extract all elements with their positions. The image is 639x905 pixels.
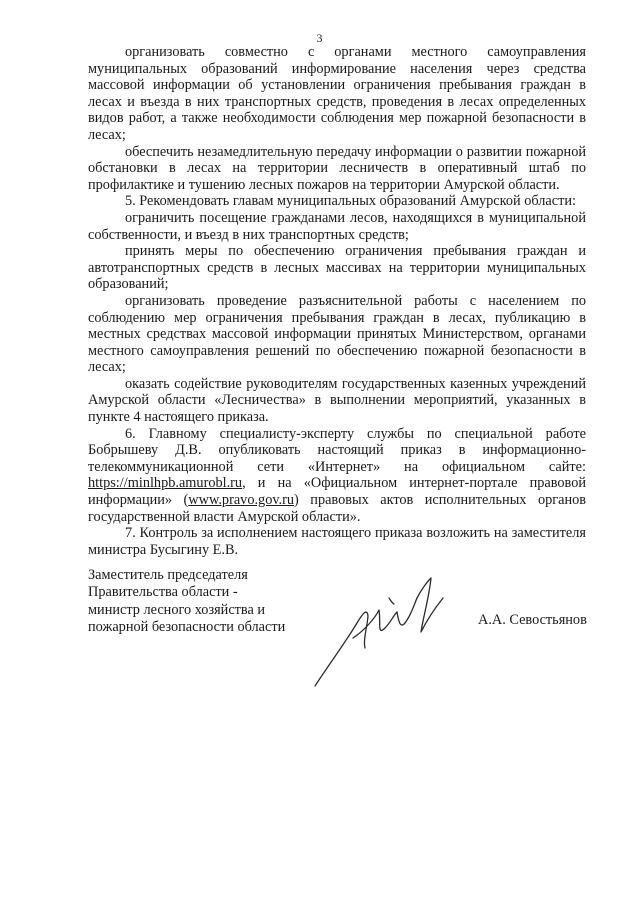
paragraph: 7. Контроль за исполнением настоящего приказа возложить на заместителя министра Бусыгину Е.В.	[88, 525, 586, 558]
paragraph: обеспечить незамедлительную передачу информации о развитии пожарной обстановки в лесах на территории лесничеств в оперативный штаб по профилактике и тушению лесных пожаров на территории Амурской области.	[88, 143, 586, 193]
paragraph: оказать содействие руководителям государственных казенных учреждений Амурской области «Лесничества» в выполнении мероприятий, указанных в пункте 4 настоящего приказа.	[88, 375, 586, 426]
minlhpb-link[interactable]: https://minlhpb.amurobl.ru	[88, 475, 243, 492]
handwritten-signature	[305, 568, 455, 693]
paragraph: организовать проведение разъяснительной работы с населением по соблюдению мер ограничения пребывания граждан в лесах, публикацию в местных средствах массовой информации принятых Министерством, органами местного самоуправления решений по обеспечению пожарной безопасности в лесах;	[88, 292, 586, 376]
paragraph: ограничить посещение гражданами лесов, находящихся в муниципальной собственности, и въезд в них транспортных средств;	[88, 209, 586, 243]
document-body	[88, 44, 586, 558]
paragraph-text: 6. Главному специалисту-эксперту службы по специальной работе Бобрышеву Д.В. опубликовать настоящий приказ в информационно-телекоммуникационной сети «Интернет» на официальном сайте:	[88, 425, 586, 475]
signatory-line: Заместитель председателя	[88, 567, 248, 583]
paragraph: организовать совместно с органами местного самоуправления муниципальных образований информирование населения через средства массовой информации об установлении ограничения пребывания граждан в лесах и въезда в них транспортных средств, проведения в лесах определенных видов работ, а также необходимости соблюдения мер пожарной безопасности в лесах;	[88, 44, 586, 143]
signatory-line: министр лесного хозяйства и	[88, 601, 266, 618]
pravo-link[interactable]: www.pravo.gov.ru	[188, 492, 295, 509]
paragraph-text: , и на «Официальном интернет-портале правовой информации» (	[88, 475, 586, 509]
paragraph-text: ) правовых актов исполнительных органов государственной власти Амурской области».	[88, 492, 586, 525]
paragraph: 5. Рекомендовать главам муниципальных образований Амурской области:	[125, 193, 576, 210]
paragraph-publication	[88, 426, 586, 526]
signatory-title	[88, 567, 288, 637]
signatory-line: Правительства области -	[88, 584, 238, 601]
signatory-name: А.А. Севостьянов	[478, 612, 587, 628]
paragraph: принять меры по обеспечению ограничения пребывания граждан и автотранспортных средств в лесных массивах на территории муниципальных образований;	[88, 243, 586, 293]
signatory-line: пожарной безопасности области	[88, 619, 286, 636]
page-number: 3	[316, 31, 323, 45]
